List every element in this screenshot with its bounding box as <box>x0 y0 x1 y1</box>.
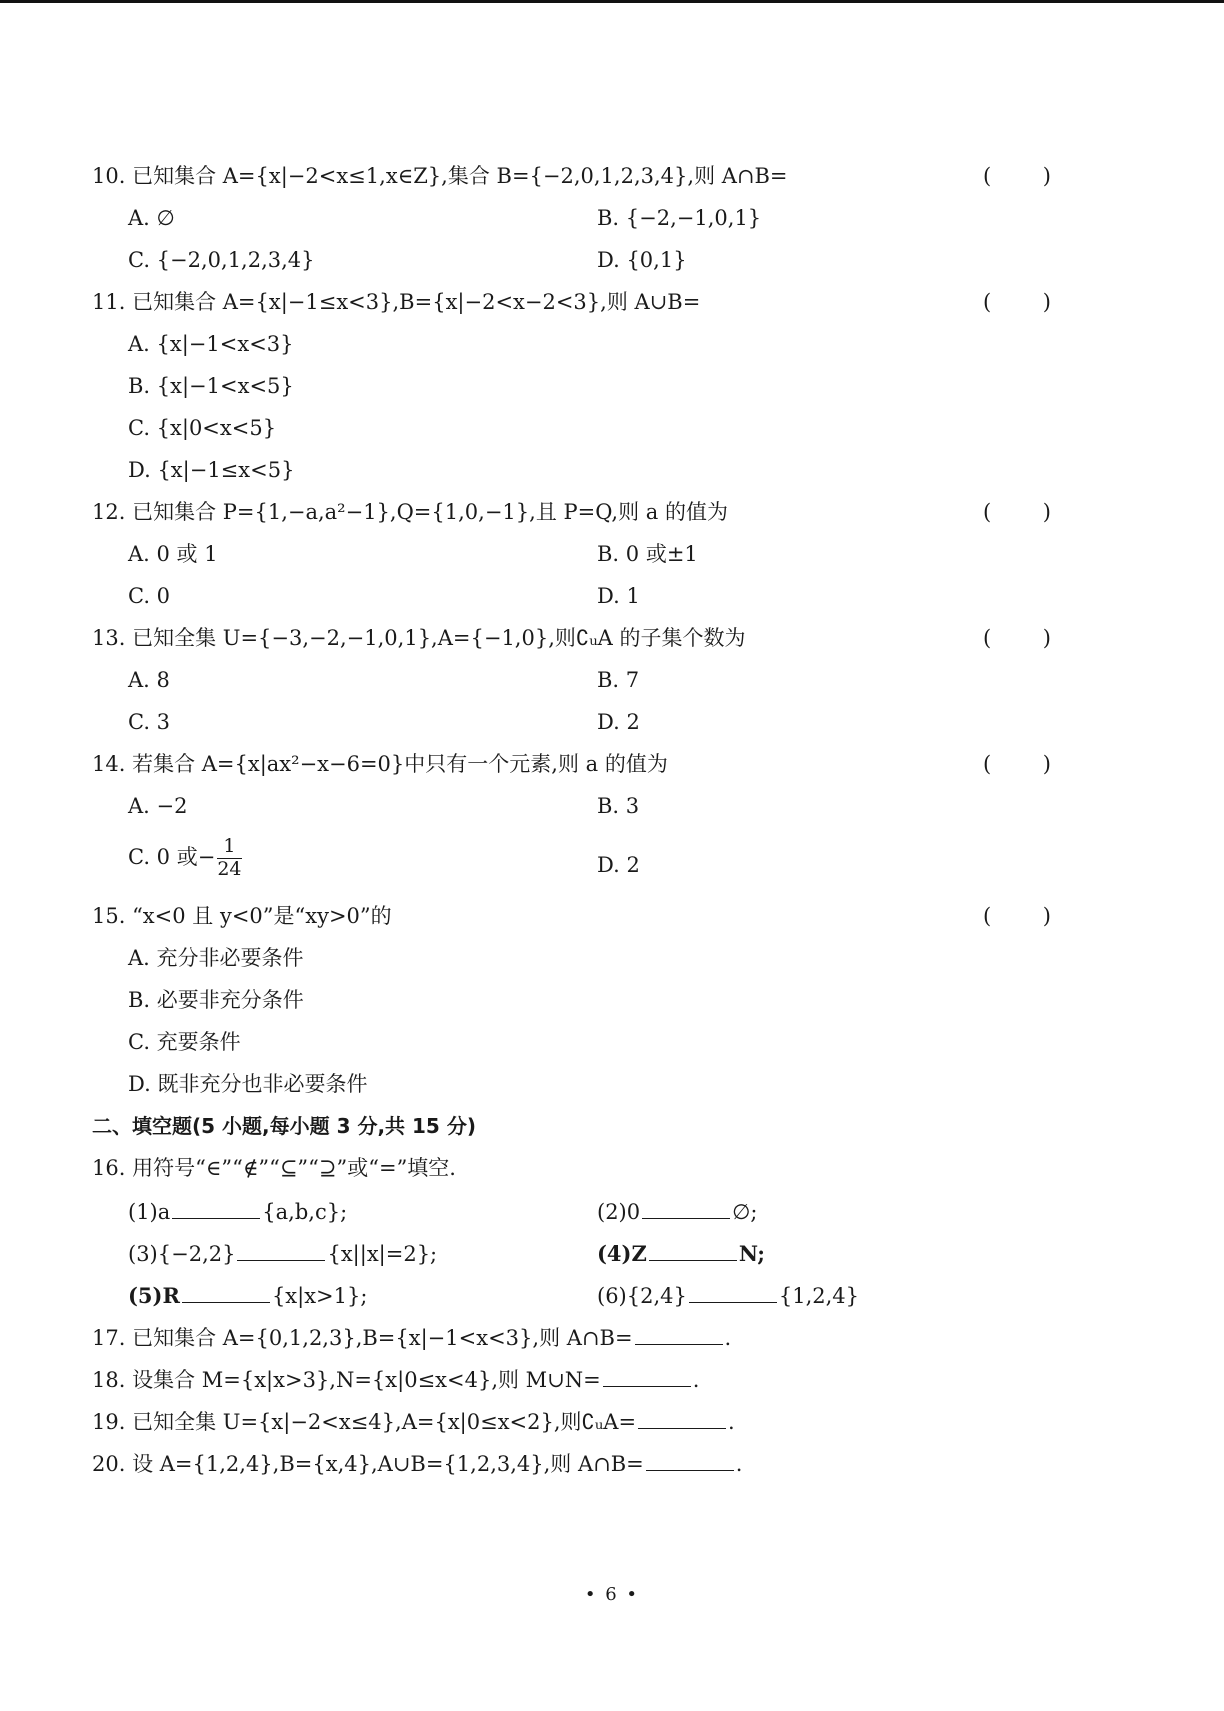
option-a: A. {x|−1<x<3} <box>128 332 294 356</box>
answer-parentheses: ( ) <box>983 626 1051 650</box>
options-row <box>0 830 1224 890</box>
options-row <box>0 198 1224 240</box>
options-row <box>0 450 1224 492</box>
option-d: D. {x|−1≤x<5} <box>128 458 295 482</box>
option-c: C. 充要条件 <box>128 1030 241 1054</box>
options-row <box>0 1022 1224 1064</box>
option-c: C. {x|0<x<5} <box>128 416 277 440</box>
question-stem: 14. 若集合 A={x|ax²−x−6=0}中只有一个元素,则 a 的值为 <box>92 752 668 776</box>
option-a: A. 0 或 1 <box>128 542 218 566</box>
options-row <box>0 534 1224 576</box>
question-18 <box>0 1358 1224 1400</box>
answer-blank[interactable] <box>638 1410 726 1429</box>
option-b: B. {−2,−1,0,1} <box>597 206 762 230</box>
answer-parentheses: ( ) <box>983 752 1051 776</box>
fill-item-5: (5)R {x|x>1}; <box>128 1283 368 1308</box>
option-c: C. 3 <box>128 710 171 734</box>
answer-blank[interactable] <box>603 1368 691 1387</box>
option-c: C. 0 <box>128 584 171 608</box>
options-row <box>0 660 1224 702</box>
question-19 <box>0 1400 1224 1442</box>
question-stem: 10. 已知集合 A={x|−2<x≤1,x∈Z},集合 B={−2,0,1,2,3,4},则 A∩B= <box>92 164 788 188</box>
options-row <box>0 1064 1224 1106</box>
answer-blank[interactable] <box>642 1200 730 1219</box>
section-heading <box>0 1106 1224 1148</box>
option-b: B. {x|−1<x<5} <box>128 374 294 398</box>
answer-blank[interactable] <box>646 1452 734 1471</box>
fill-item-3: (3){−2,2} {x||x|=2}; <box>128 1242 438 1266</box>
fill-item-4: (4)Z N; <box>597 1241 766 1266</box>
question-12 <box>0 492 1224 534</box>
option-b: B. 0 或±1 <box>597 542 698 566</box>
question-stem: 16. 用符号“∈”“∉”“⊆”“⊇”或“=”填空. <box>92 1156 456 1180</box>
options-row <box>0 786 1224 828</box>
option-a: A. 8 <box>128 668 170 692</box>
question-14 <box>0 744 1224 786</box>
question-16 <box>0 1148 1224 1190</box>
options-row <box>0 408 1224 450</box>
question-stem: 19. 已知全集 U={x|−2<x≤4},A={x|0≤x<2},则∁ᵤA= . <box>92 1410 735 1434</box>
top-rule <box>0 0 1224 3</box>
answer-parentheses: ( ) <box>983 904 1051 928</box>
section-title: 二、填空题(5 小题,每小题 3 分,共 15 分) <box>92 1114 476 1138</box>
option-a: A. 充分非必要条件 <box>128 946 304 970</box>
page-number: • 6 • <box>584 1584 640 1605</box>
answer-parentheses: ( ) <box>983 164 1051 188</box>
fraction: $\frac{1}{24}$ <box>217 835 242 880</box>
option-c: C. {−2,0,1,2,3,4} <box>128 248 315 272</box>
question-10 <box>0 156 1224 198</box>
answer-blank[interactable] <box>635 1326 723 1345</box>
question-17 <box>0 1316 1224 1358</box>
options-row <box>0 240 1224 282</box>
fill-item-2: (2)0 ∅; <box>597 1200 758 1224</box>
option-d: D. {0,1} <box>597 248 687 272</box>
option-a: A. −2 <box>128 794 188 818</box>
option-d: D. 1 <box>597 584 640 608</box>
options-row <box>0 366 1224 408</box>
options-row <box>0 576 1224 618</box>
question-stem: 20. 设 A={1,2,4},B={x,4},A∪B={1,2,3,4},则 A∩B= . <box>92 1452 743 1476</box>
question-stem: 13. 已知全集 U={−3,−2,−1,0,1},A={−1,0},则∁ᵤA 的子集个数为 <box>92 626 746 650</box>
question-stem: 15. “x<0 且 y<0”是“xy>0”的 <box>92 904 392 928</box>
fill-item-6: (6){2,4} {1,2,4} <box>597 1284 860 1308</box>
fill-row <box>0 1232 1224 1274</box>
question-13 <box>0 618 1224 660</box>
options-row <box>0 324 1224 366</box>
question-stem: 12. 已知集合 P={1,−a,a²−1},Q={1,0,−1},且 P=Q,则 a 的值为 <box>92 500 728 524</box>
answer-parentheses: ( ) <box>983 500 1051 524</box>
option-d: D. 既非充分也非必要条件 <box>128 1072 368 1096</box>
question-stem: 17. 已知集合 A={0,1,2,3},B={x|−1<x<3},则 A∩B= . <box>92 1326 732 1350</box>
question-stem: 11. 已知集合 A={x|−1≤x<3},B={x|−2<x−2<3},则 A∪B= <box>92 290 701 314</box>
answer-blank[interactable] <box>689 1284 777 1303</box>
fill-row <box>0 1190 1224 1232</box>
options-row <box>0 702 1224 744</box>
option-b: B. 必要非充分条件 <box>128 988 304 1012</box>
fill-row <box>0 1274 1224 1316</box>
answer-blank[interactable] <box>237 1242 325 1261</box>
option-a: A. ∅ <box>128 206 175 230</box>
option-c: C. 0 或− $\frac{1}{24}$ <box>128 835 242 880</box>
answer-blank[interactable] <box>649 1242 737 1261</box>
options-row <box>0 980 1224 1022</box>
answer-blank[interactable] <box>172 1200 260 1219</box>
question-11 <box>0 282 1224 324</box>
option-b: B. 3 <box>597 794 640 818</box>
options-row <box>0 938 1224 980</box>
question-20 <box>0 1442 1224 1484</box>
option-b: B. 7 <box>597 668 640 692</box>
answer-parentheses: ( ) <box>983 290 1051 314</box>
question-15 <box>0 896 1224 938</box>
fill-item-1: (1)a {a,b,c}; <box>128 1200 348 1224</box>
option-d: D. 2 <box>597 710 640 734</box>
question-stem: 18. 设集合 M={x|x>3},N={x|0≤x<4},则 M∪N= . <box>92 1368 700 1392</box>
answer-blank[interactable] <box>182 1284 270 1303</box>
option-d: D. 2 <box>597 853 640 877</box>
